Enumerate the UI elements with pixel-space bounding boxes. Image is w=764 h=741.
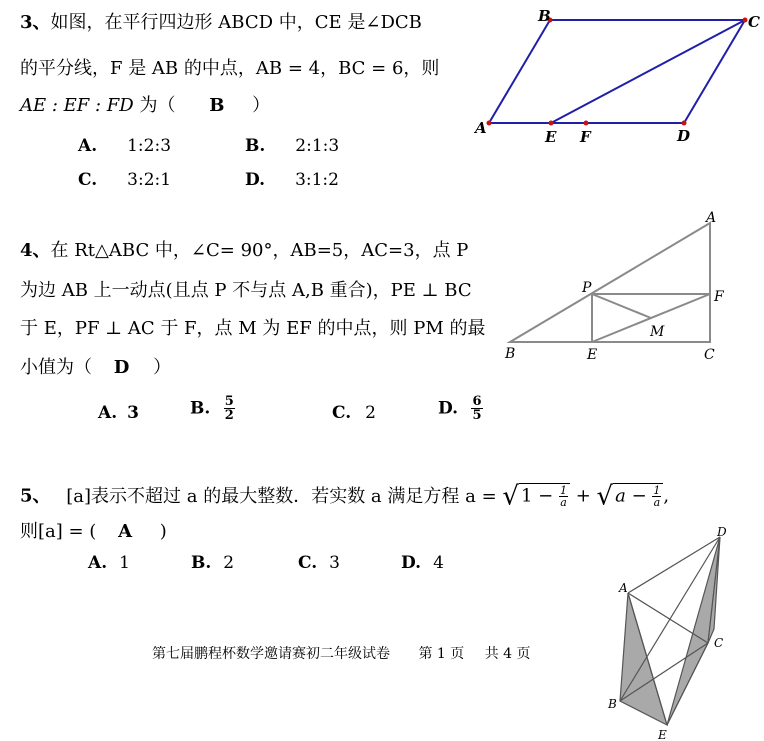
svg-text:A: A [619,581,628,595]
q3-option-a: A. 1:2:3 [78,136,172,156]
q5-option-d: D. 4 [401,553,444,573]
q3-answer: B [209,95,225,116]
page-number: 第 1 页 [418,646,465,662]
q4-line1: 4、在 Rt△ABC 中，∠C= 90°，AB=5，AC=3，点 P [20,240,469,261]
q5-option-c: C. 3 [298,553,340,573]
q3-label-c: C [748,13,760,31]
q4-option-b: B. $\frac{5}{2}$ [190,394,234,423]
q5-root2: a − $\frac{1}{a}$ [613,483,663,508]
q4-line2: 为边 AB 上一动点(且点 P 不与点 A,B 重合)，PE ⊥ BC [20,280,472,301]
q4-option-b-fraction: $\frac{5}{2}$ [224,394,234,423]
q4-answer: D [113,357,130,378]
q4-segment-pm [592,294,651,318]
svg-text:A: A [706,210,717,226]
q5-solid-figure [600,525,750,741]
q4-option-a: A. 3 [98,403,139,423]
q3-segment-ce [551,20,745,123]
q3-label-a: A [475,119,487,137]
q3-label-b: B [538,7,551,25]
q5-root1: 1 − $\frac{1}{a}$ [519,483,570,508]
svg-text:E: E [587,347,598,363]
q3-ratio-expr: AE : EF : FD [20,95,134,116]
q3-label-e: E [545,128,557,146]
q3-line1 [20,12,422,34]
q3-parallelogram [489,20,745,123]
svg-text:B: B [608,697,617,711]
page-total: 共 4 页 [484,646,531,662]
q4-option-d-fraction: $\frac{6}{5}$ [472,394,482,423]
q3-close: ） [252,95,271,116]
q3-parallelogram-figure [470,5,764,150]
q5-line2: 则[a] = ( A ) [20,521,167,542]
q3-option-d: D. 3:1:2 [245,170,339,190]
q4-number: 4、 [20,240,51,261]
svg-text:D: D [717,525,727,539]
svg-text:P: P [582,280,592,296]
exam-title: 第七届鹏程杯数学邀请赛初二年级试卷 [152,646,390,662]
q3-label-f: F [580,128,591,146]
q5-option-b: B. 2 [191,553,235,573]
q3-text-line1: 如图，在平行四边形 ABCD 中，CE 是∠DCB [50,12,422,33]
q5-line1: 5、 [a]表示不超过 a 的最大整数．若实数 a 满足方程 a = √ 1 − $\frac{1}{a}$ + √ a − $\frac{1}{a}$ , [20,481,670,512]
svg-text:C: C [714,636,724,650]
q3-option-b: B. 2:1:3 [245,136,340,156]
svg-text:E: E [658,728,667,741]
svg-text:F: F [714,289,724,305]
q3-number: 3、 [20,12,51,33]
q3-line2: 的平分线，F 是 AB 的中点，AB = 4，BC = 6，则 [20,58,440,79]
q4-line3: 于 E，PF ⊥ AC 于 F，点 M 为 EF 的中点，则 PM 的最 [20,318,486,339]
q4-line4: 小值为（ D ） [20,357,172,378]
q4-triangle-abc [510,223,710,342]
page-footer [152,643,531,663]
q4-triangle-figure [500,205,740,370]
q3-option-c: C. 3:2:1 [78,170,172,190]
svg-text:C: C [704,347,715,363]
q3-line3 [20,95,270,117]
q3-suffix: 为（ [139,95,176,116]
svg-text:B: B [505,346,516,362]
q4-option-d: D. $\frac{6}{5}$ [438,394,482,423]
q5-answer: A [118,521,133,542]
q3-label-d: D [677,127,691,145]
q4-option-c: C. 2 [332,403,376,423]
q5-number: 5、 [20,485,51,507]
q5-option-a: A. 1 [88,553,130,573]
svg-text:M: M [650,324,665,340]
